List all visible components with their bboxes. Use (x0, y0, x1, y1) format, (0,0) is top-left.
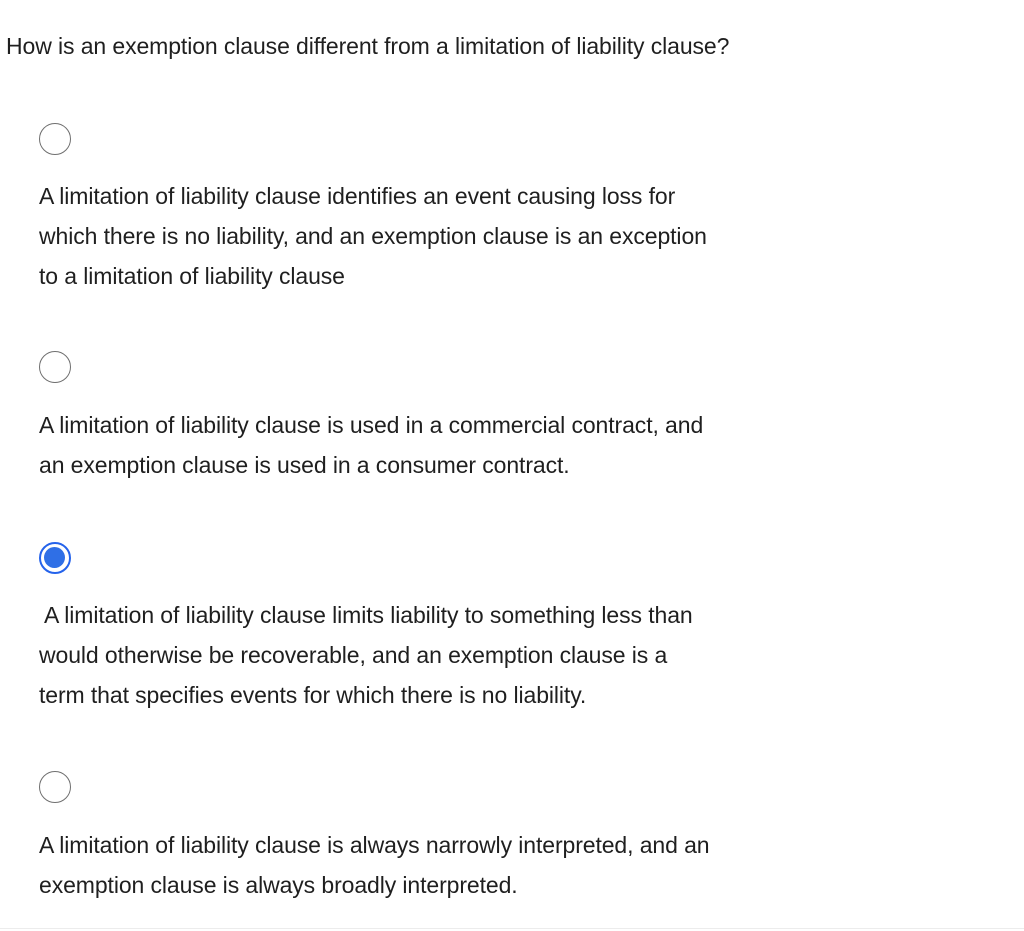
radio-button-option-3[interactable] (39, 542, 71, 574)
question-text: How is an exemption clause different from a limitation of liability clause? (6, 33, 730, 59)
divider (0, 928, 1024, 929)
option-3-label[interactable]: A limitation of liability clause limits liability to something less than would otherwise be recoverable, and an exemption clause is a term that specifies events for which there is no liability. (39, 602, 693, 708)
radio-button-option-2[interactable] (39, 351, 71, 383)
option-2-label[interactable]: A limitation of liability clause is used in a commercial contract, and an exemption clause is used in a consumer contract. (39, 412, 704, 478)
option-1-label[interactable]: A limitation of liability clause identifies an event causing loss for which there is no liability, and an exemption clause is an exception to a limitation of liability clause (39, 183, 707, 289)
radio-button-option-4[interactable] (39, 771, 71, 803)
radio-dot-icon (44, 547, 65, 568)
option-4-label[interactable]: A limitation of liability clause is always narrowly interpreted, and an exemption clause is always broadly interpreted. (39, 832, 710, 898)
radio-button-option-1[interactable] (39, 123, 71, 155)
